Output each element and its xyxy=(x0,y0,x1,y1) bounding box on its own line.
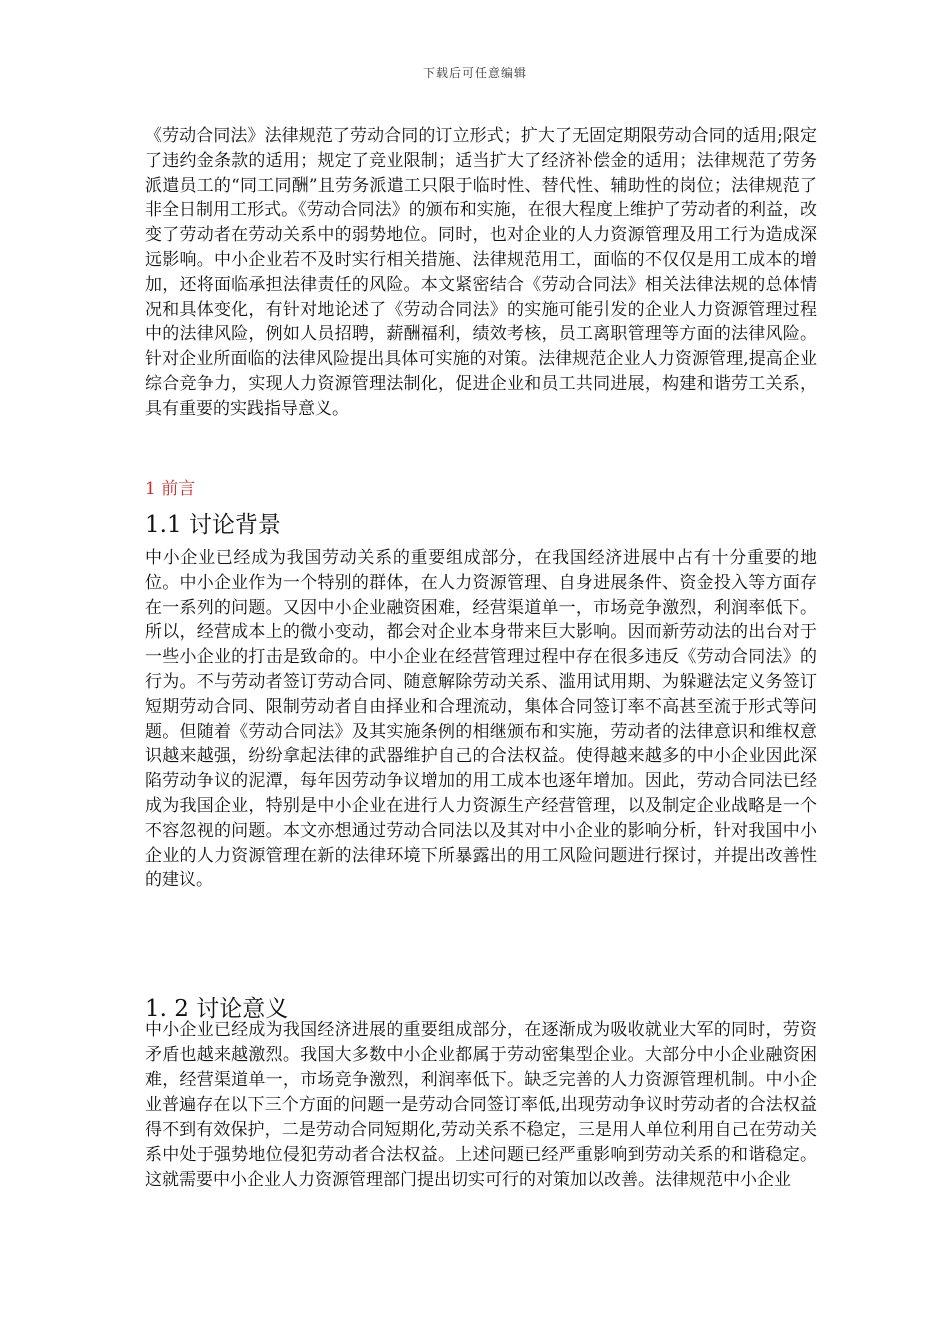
background-paragraph: 中小企业已经成为我国劳动关系的重要组成部分，在我国经济进展中占有十分重要的地位。中小企业作为一个特别的群体，在人力资源管理、自身进展条件、资金投入等方面存在一系列的问题。又因中小企业融资困难，经营渠道单一，市场竞争激烈，利润率低下。所以，经营成本上的微小变动，都会对企业本身带来巨大影响。因而新劳动法的出台对于一些小企业的打击是致命的。中小企业在经营管理过程中存在很多违反《劳动合同法》的行为。不与劳动者签订劳动合同、随意解除劳动关系、滥用试用期、为躲避法定义务签订短期劳动合同、限制劳动者自由择业和合理流动，集体合同签订率不高甚至流于形式等问题。但随着《劳动合同法》及其实施条例的相继颁布和实施，劳动者的法律意识和维权意识越来越强，纷纷拿起法律的武器维护自己的合法权益。使得越来越多的中小企业因此深陷劳动争议的泥潭，每年因劳动争议增加的用工成本也逐年增加。因此，劳动合同法已经成为我国企业，特别是中小企业在进行人力资源生产经营管理，以及制定企业战略是一个不容忽视的问题。本文亦想通过劳动合同法以及其对中小企业的影响分析，针对我国中小企业的人力资源管理在新的法律环境下所暴露出的用工风险问题进行探讨，并提出改善性的建议。 xyxy=(145,548,817,891)
page-header: 下载后可任意编辑 xyxy=(422,66,527,80)
subsection-heading-background: 1.1 讨论背景 xyxy=(145,512,281,538)
significance-paragraph: 中小企业已经成为我国经济进展的重要组成部分，在逐渐成为吸收就业大军的同时，劳资矛盾也越来越激烈。我国大多数中小企业都属于劳动密集型企业。大部分中小企业融资困难，经营渠道单一，市场竞争激烈，利润率低下。缺乏完善的人力资源管理机制。中小企业普遍存在以下三个方面的问题一是劳动合同签订率低,出现劳动争议时劳动者的合法权益得不到有效保护，二是劳动合同短期化,劳动关系不稳定，三是用人单位利用自己在劳动关系中处于强势地位侵犯劳动者合法权益。上述问题已经严重影响到劳动关系的和谐稳定。这就需要中小企业人力资源管理部门提出切实可行的对策加以改善。法律规范中小企业 xyxy=(145,1020,817,1190)
abstract-paragraph: 《劳动合同法》法律规范了劳动合同的订立形式；扩大了无固定期限劳动合同的适用;限定了违约金条款的适用；规定了竞业限制；适当扩大了经济补偿金的适用；法律规范了劳务派遣员工的“同工同酬”且劳务派遣工只限于临时性、替代性、辅助性的岗位；法律规范了非全日制用工形式。《劳动合同法》的颁布和实施，在很大程度上维护了劳动者的利益，改变了劳动者在劳动关系中的弱势地位。同时，也对企业的人力资源管理及用工行为造成深远影响。中小企业若不及时实行相关措施、法律规范用工，面临的不仅仅是用工成本的增加，还将面临承担法律责任的风险。本文紧密结合《劳动合同法》相关法律法规的总体情况和具体变化，有针对地论述了《劳动合同法》的实施可能引发的企业人力资源管理过程中的法律风险，例如人员招聘，薪酬福利，绩效考核，员工离职管理等方面的法律风险。针对企业所面临的法律风险提出具体可实施的对策。法律规范企业人力资源管理,提高企业综合竞争力，实现人力资源管理法制化，促进企业和员工共同进展，构建和谐劳工关系，具有重要的实践指导意义。 xyxy=(145,126,817,419)
section-title-preface: 1 前言 xyxy=(145,479,196,499)
subsection-heading-significance: 1. 2 讨论意义 xyxy=(145,996,289,1022)
